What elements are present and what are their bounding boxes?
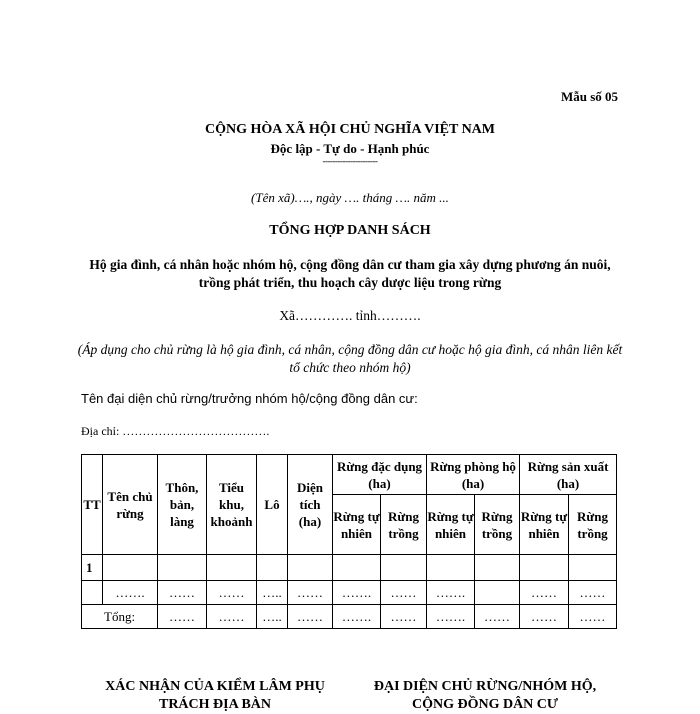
table-cell: …… (288, 581, 333, 605)
row-number: 1 (82, 555, 103, 581)
document-title: TỔNG HỢP DANH SÁCH (269, 223, 431, 238)
table-cell (333, 555, 381, 581)
table-cell (427, 555, 475, 581)
table-row (82, 581, 617, 605)
signature-forest-owner: ĐẠI DIỆN CHỦ RỪNG/NHÓM HỘ, CỘNG ĐỒNG DÂN CƯ (373, 679, 597, 712)
header-tt: TT (82, 455, 103, 555)
table-cell: …… (158, 605, 207, 629)
subheader-natural: Rừng tự nhiên (520, 495, 569, 555)
table-cell (569, 555, 617, 581)
header-area: Diện tích (ha) (288, 455, 333, 555)
summary-table (81, 454, 617, 629)
commune-province: Xã…………. tỉnh………. (279, 308, 421, 323)
table-cell (158, 555, 207, 581)
table-cell: ……. (333, 581, 381, 605)
table-cell (103, 555, 158, 581)
table-cell (82, 581, 103, 605)
subheader-planted: Rừng trồng (569, 495, 617, 555)
nation-heading: CỘNG HÒA XÃ HỘI CHỦ NGHĨA VIỆT NAM (204, 122, 495, 137)
table-cell (207, 555, 257, 581)
subheader-planted: Rừng trồng (381, 495, 427, 555)
table-cell: ……. (427, 605, 475, 629)
table-cell: ….. (257, 605, 288, 629)
table-cell: …… (207, 581, 257, 605)
table-cell: ……. (333, 605, 381, 629)
header-owner: Tên chủ rừng (103, 455, 158, 555)
applicability-note: (Áp dụng cho chủ rừng là hộ gia đình, cá nhân, cộng đồng dân cư hoặc hộ gia đình, cá nhân liên kết tổ chức theo nhóm hộ) (77, 342, 623, 375)
table-cell (475, 555, 520, 581)
divider-line: ---------------------- (322, 156, 378, 166)
table-cell: …… (381, 581, 427, 605)
representative-label: Tên đại diện chủ rừng/trưởng nhóm hộ/cộng đồng dân cư: (81, 391, 418, 406)
header-production-forest: Rừng sản xuất (ha) (520, 455, 617, 495)
table-cell (475, 581, 520, 605)
signature-forest-ranger: XÁC NHẬN CỦA KIỂM LÂM PHỤ TRÁCH ĐỊA BÀN (105, 679, 325, 712)
table-cell: ….. (257, 581, 288, 605)
header-village: Thôn, bản, làng (158, 455, 207, 555)
table-cell (288, 555, 333, 581)
table-cell (381, 555, 427, 581)
document-subtitle: Hộ gia đình, cá nhân hoặc nhóm hộ, cộng đồng dân cư tham gia xây dựng phương án nuôi, trồng phát triển, thu hoạch cây dược liệu trong rừng (89, 257, 611, 290)
header-protection-forest: Rừng phòng hộ (ha) (427, 455, 520, 495)
table-cell: …… (288, 605, 333, 629)
table-row (82, 555, 617, 581)
table-cell: …… (520, 581, 569, 605)
total-label: Tổng: (82, 605, 158, 629)
table-cell: …… (381, 605, 427, 629)
table-cell: ……. (427, 581, 475, 605)
table-cell (520, 555, 569, 581)
table-cell: …… (475, 605, 520, 629)
table-total-row (82, 605, 617, 629)
place-date: (Tên xã)…., ngày …. tháng …. năm ... (251, 190, 449, 205)
subheader-natural: Rừng tự nhiên (333, 495, 381, 555)
table-cell: …… (520, 605, 569, 629)
table-header-row (82, 455, 617, 495)
table-cell: …… (207, 605, 257, 629)
table-cell: …… (569, 581, 617, 605)
header-subzone: Tiểu khu, khoảnh (207, 455, 257, 555)
table-cell: ……. (103, 581, 158, 605)
table-cell (257, 555, 288, 581)
form-number: Mẫu số 05 (560, 89, 618, 104)
header-lot: Lô (257, 455, 288, 555)
table-cell: …… (569, 605, 617, 629)
table-cell: …… (158, 581, 207, 605)
header-special-use-forest: Rừng đặc dụng (ha) (333, 455, 427, 495)
subheader-natural: Rừng tự nhiên (427, 495, 475, 555)
motto: Độc lập - Tự do - Hạnh phúc (270, 141, 430, 156)
address-label: Địa chỉ: ………………………………. (81, 424, 270, 438)
subheader-planted: Rừng trồng (475, 495, 520, 555)
